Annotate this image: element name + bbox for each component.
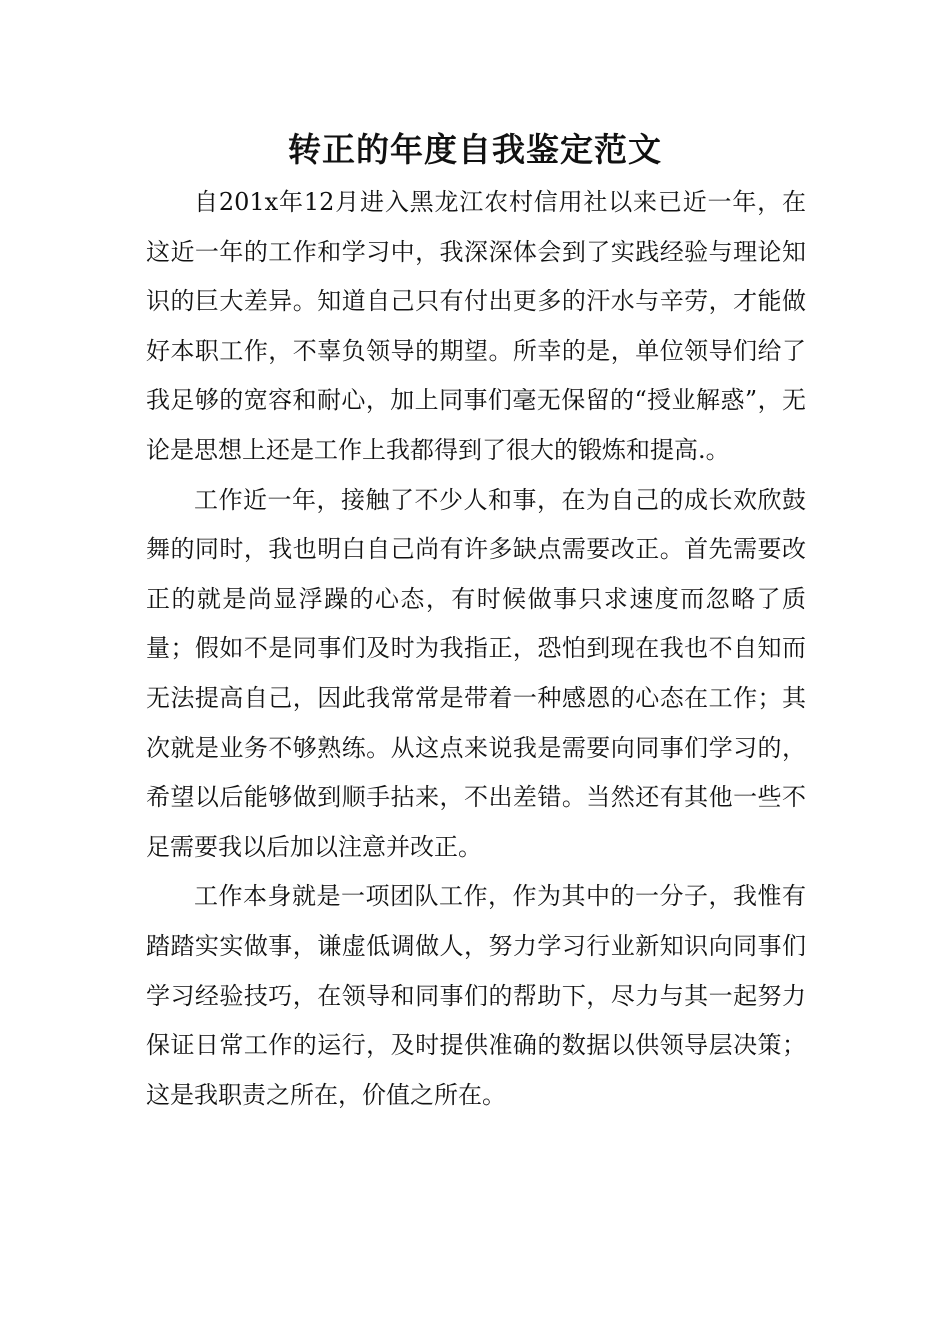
paragraph-3: 工作本身就是一项团队工作，作为其中的一分子，我惟有踏踏实实做事，谦虚低调做人，努力学习行业新知识向同事们学习经验技巧，在领导和同事们的帮助下，尽力与其一起努力保证日常工作的运行，及时提供准确的数据以供领导层决策；这是我职责之所在，价值之所在。 bbox=[146, 882, 806, 1109]
paragraph-2: 工作近一年，接触了不少人和事，在为自己的成长欢欣鼓舞的同时，我也明白自己尚有许多缺点需要改正。首先需要改正的就是尚显浮躁的心态，有时候做事只求速度而忽略了质量；假如不是同事们及时为我指正，恐怕到现在我也不自知而无法提高自己，因此我常常是带着一种感恩的心态在工作；其次就是业务不够熟练。从这点来说我是需要向同事们学习的，希望以后能够做到顺手拈来，不出差错。当然还有其他一些不足需要我以后加以注意并改正。 bbox=[146, 485, 806, 861]
paragraph-1: 自201x年12月进入黑龙江农村信用社以来已近一年，在这近一年的工作和学习中，我深深体会到了实践经验与理论知识的巨大差异。知道自己只有付出更多的汗水与辛劳，才能做好本职工作，不辜负领导的期望。所幸的是，单位领导们给了我足够的宽容和耐心，加上同事们毫无保留的“授业解惑”，无论是思想上还是工作上我都得到了很大的锻炼和提高.。 bbox=[146, 188, 806, 464]
document-body bbox=[146, 178, 806, 1120]
document-title: 转正的年度自我鉴定范文 bbox=[288, 130, 662, 169]
